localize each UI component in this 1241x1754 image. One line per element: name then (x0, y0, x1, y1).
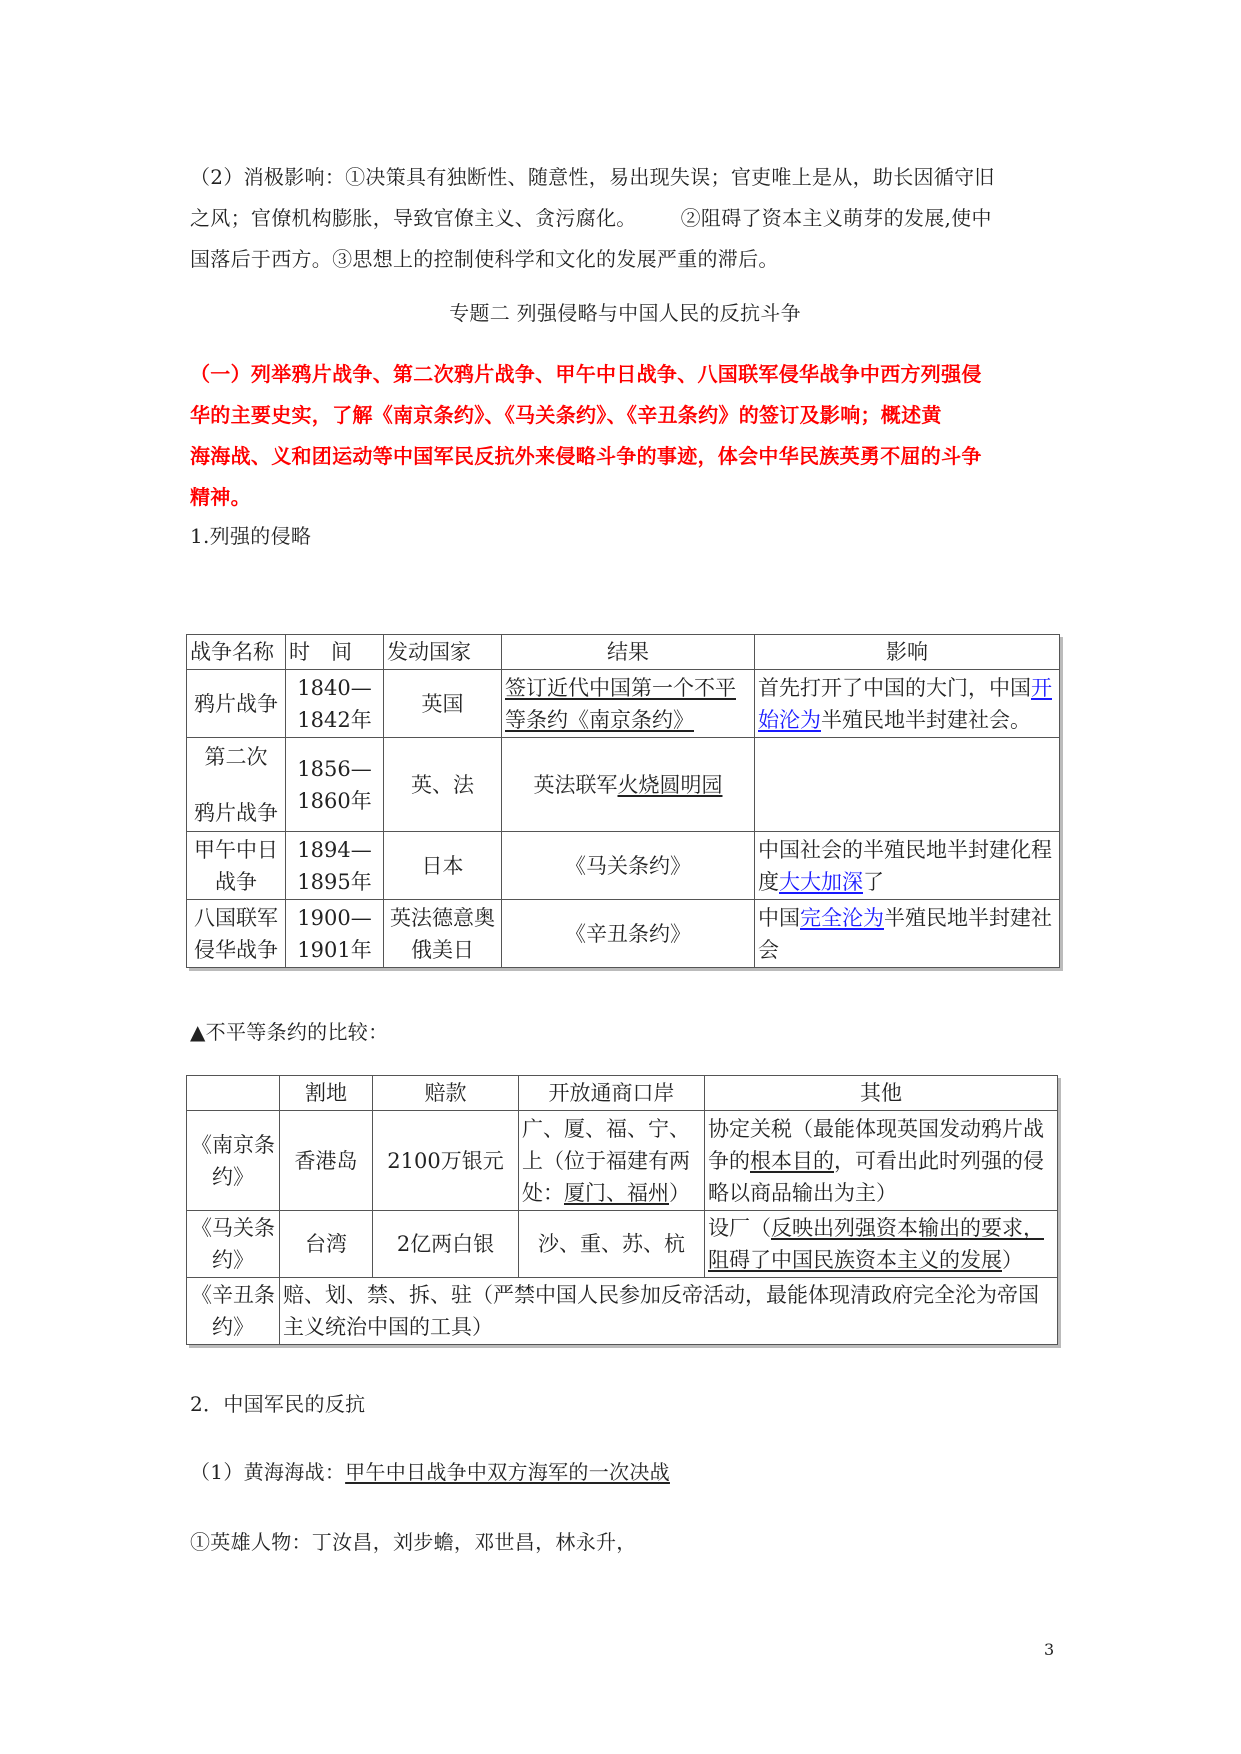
war-impact: 首先打开了中国的大门，中国开始沦为半殖民地半封建社会。 (755, 670, 1060, 738)
column-header: 割地 (280, 1076, 373, 1111)
table-row (187, 832, 1060, 900)
war-time: 1900—1901年 (286, 900, 384, 968)
column-header (187, 1076, 280, 1111)
war-name: 鸦片战争 (187, 670, 286, 738)
text-line: 海海战、义和团运动等中国军民反抗外来侵略斗争的事迹，体会中华民族英勇不屈的斗争 (190, 444, 982, 468)
section-title-invasion: 1.列强的侵略 (190, 524, 312, 548)
treaty-other: 协定关税（最能体现英国发动鸦片战争的根本目的，可看出此时列强的侵略以商品输出为主） (705, 1111, 1058, 1211)
column-header: 时 间 (286, 635, 384, 670)
text-line: 华的主要史实，了解《南京条约》、《马关条约》、《辛丑条约》的签订及影响；概述黄 (190, 403, 942, 427)
table-row (187, 1111, 1058, 1211)
war-impact: 中国完全沦为半殖民地半封建社会 (755, 900, 1060, 968)
treaty-ports: 广、厦、福、宁、上（位于福建有两处：厦门、福州） (519, 1111, 705, 1211)
war-time: 1856—1860年 (286, 738, 384, 832)
war-country: 英、法 (384, 738, 502, 832)
column-header: 开放通商口岸 (519, 1076, 705, 1111)
war-time: 1894—1895年 (286, 832, 384, 900)
treaty-land: 台湾 (280, 1211, 373, 1278)
treaty-name: 《马关条约》 (187, 1211, 280, 1278)
treaty-indemnity: 2亿两白银 (373, 1211, 519, 1278)
treaty-land: 香港岛 (280, 1111, 373, 1211)
table-header-row (187, 1076, 1058, 1111)
page-number: 3 (1044, 1640, 1055, 1659)
treaty-merged-terms: 赔、划、禁、拆、驻（严禁中国人民参加反帝活动，最能体现清政府完全沦为帝国主义统治中国的工具） (280, 1278, 1058, 1345)
war-result: 英法联军火烧圆明园 (502, 738, 755, 832)
column-header: 影响 (755, 635, 1060, 670)
treaty-comparison-title: ▲不平等条约的比较： (190, 1020, 389, 1044)
text-line: 国落后于西方。③思想上的控制使科学和文化的发展严重的滞后。 (190, 247, 779, 271)
war-result: 《辛丑条约》 (502, 900, 755, 968)
war-country: 英法德意奥俄美日 (384, 900, 502, 968)
impact-link[interactable]: 完全沦为 (800, 905, 884, 930)
treaty-name: 《辛丑条约》 (187, 1278, 280, 1345)
yellow-sea-battle-line: （1）黄海海战：甲午中日战争中双方海军的一次决战 (190, 1460, 670, 1484)
war-name: 第二次 鸦片战争 (187, 738, 286, 832)
table-row (187, 900, 1060, 968)
text-line: （2）消极影响：①决策具有独断性、随意性，易出现失误；官吏唯上是从，助长因循守旧 (190, 165, 995, 189)
impact-link[interactable]: 大大加深 (779, 869, 863, 894)
table-row (187, 1278, 1058, 1345)
war-impact: 中国社会的半殖民地半封建化程度大大加深了 (755, 832, 1060, 900)
section-title-resistance: 2．中国军民的反抗 (190, 1392, 366, 1416)
treaty-indemnity: 2100万银元 (373, 1111, 519, 1211)
war-time: 1840—1842年 (286, 670, 384, 738)
column-header: 结果 (502, 635, 755, 670)
wars-table (186, 634, 1060, 968)
treaty-ports: 沙、重、苏、杭 (519, 1211, 705, 1278)
war-result: 签订近代中国第一个不平等条约《南京条约》 (502, 670, 755, 738)
table-row (187, 738, 1060, 832)
column-header: 战争名称 (187, 635, 286, 670)
war-country: 日本 (384, 832, 502, 900)
text-line: 之风；官僚机构膨胀，导致官僚主义、贪污腐化。 ②阻碍了资本主义萌芽的发展,使中 (190, 206, 992, 230)
table-row (187, 670, 1060, 738)
table-header-row (187, 635, 1060, 670)
curriculum-standard-paragraph (190, 354, 1060, 518)
heroes-line: ①英雄人物：丁汝昌，刘步蟾，邓世昌，林永升， (190, 1530, 637, 1554)
treaty-name: 《南京条约》 (187, 1111, 280, 1211)
table-row (187, 1211, 1058, 1278)
column-header: 发动国家 (384, 635, 502, 670)
column-header: 其他 (705, 1076, 1058, 1111)
treaty-table (186, 1075, 1058, 1345)
text-line: 精神。 (190, 485, 251, 509)
impact-link[interactable]: 开始沦为 (758, 675, 1052, 732)
column-header: 赔款 (373, 1076, 519, 1111)
war-impact (755, 738, 1060, 832)
text-line: （一）列举鸦片战争、第二次鸦片战争、甲午中日战争、八国联军侵华战争中西方列强侵 (190, 362, 982, 386)
war-country: 英国 (384, 670, 502, 738)
treaty-other: 设厂（反映出列强资本输出的要求，阻碍了中国民族资本主义的发展） (705, 1211, 1058, 1278)
war-name: 八国联军侵华战争 (187, 900, 286, 968)
war-result: 《马关条约》 (502, 832, 755, 900)
topic-heading: 专题二 列强侵略与中国人民的反抗斗争 (449, 301, 801, 325)
negative-impact-paragraph (190, 157, 1060, 280)
war-name: 甲午中日战争 (187, 832, 286, 900)
